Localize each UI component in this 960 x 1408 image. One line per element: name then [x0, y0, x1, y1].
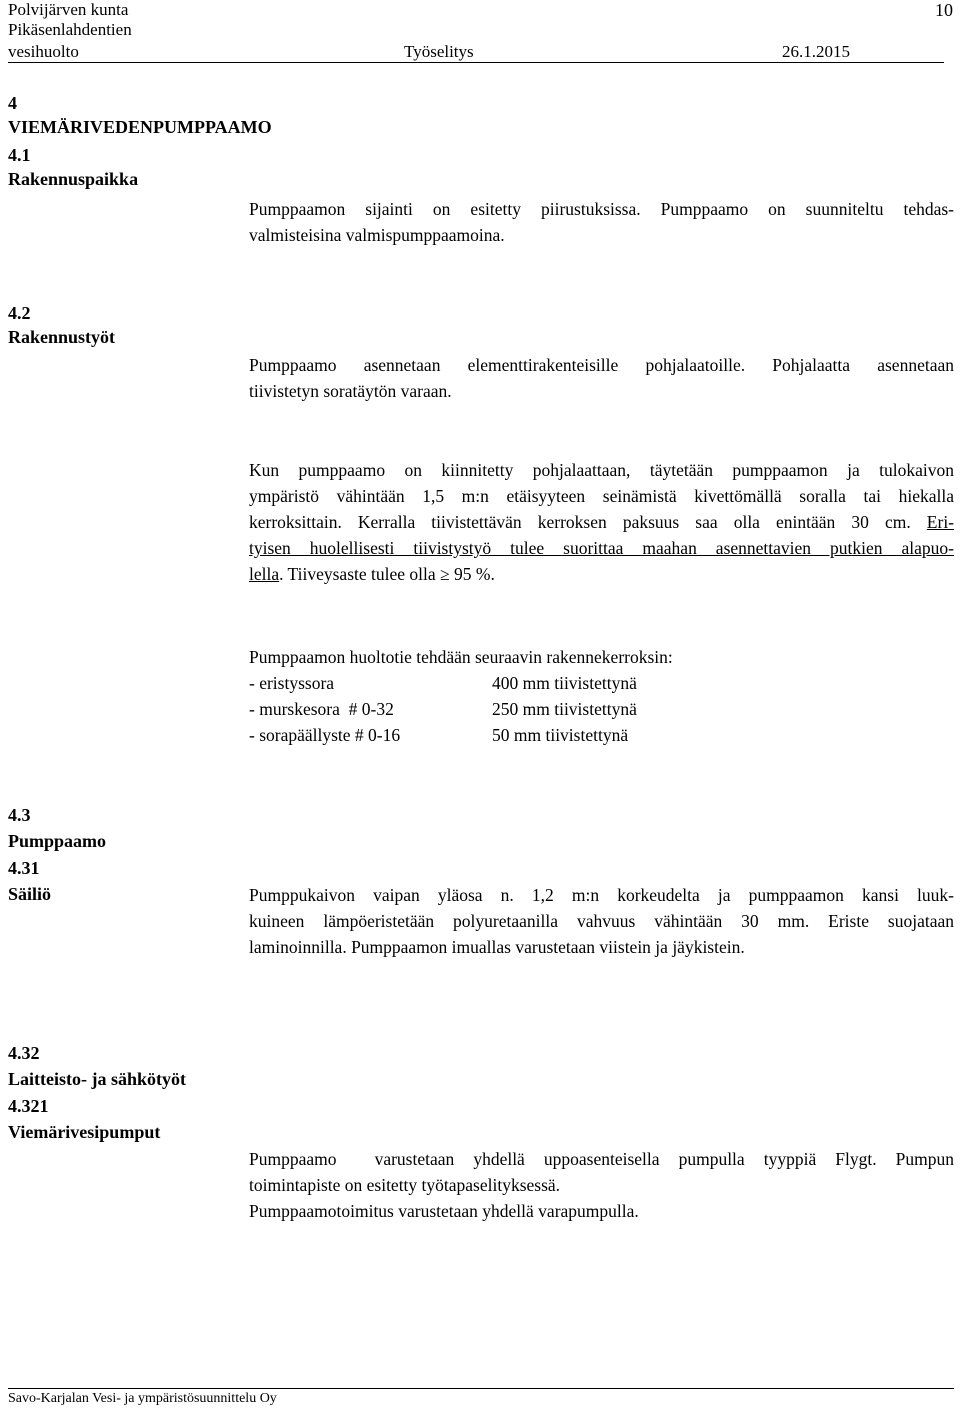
section-4-1-title: Rakennuspaikka	[8, 169, 139, 189]
section-4-2-number: 4.2	[8, 303, 31, 323]
text-line: valmisteisina valmispumppaamoina.	[249, 225, 505, 245]
section-4-1-number: 4.1	[8, 145, 31, 165]
section-4-321-number: 4.321	[8, 1096, 49, 1116]
layer-material: - murskesora # 0-32	[249, 699, 394, 719]
text-line: Pumppaamon huoltotie tehdään seuraavin rakennekerroksin:	[249, 647, 673, 667]
layer-spec: 400 mm tiivistettynä	[492, 673, 637, 693]
layer-material: - sorapäällyste # 0-16	[249, 725, 401, 745]
layer-row	[249, 670, 637, 696]
text-line: Kun pumppaamo on kiinnitetty pohjalaattaan, täytetään pumppaamon ja tulokaivon	[249, 460, 954, 480]
text-run: kerroksittain. Kerralla tiivistettävän kerroksen paksuus saa olla enintään 30 cm.	[249, 512, 911, 532]
underlined-text: Eri-	[926, 512, 955, 532]
section-4-1-text	[249, 196, 954, 248]
footer-company: Savo-Karjalan Vesi- ja ympäristösuunnittelu Oy	[8, 1388, 954, 1408]
header-municipality: Polvijärven kunta	[8, 0, 129, 19]
header-project-line1: Pikäsenlahdentien	[8, 20, 132, 39]
layer-row	[249, 696, 637, 722]
layer-list	[249, 670, 637, 748]
section-4-title: VIEMÄRIVEDENPUMPPAAMO	[8, 117, 272, 137]
text-line	[249, 509, 954, 535]
layer-spec: 250 mm tiivistettynä	[492, 699, 637, 719]
section-4-32-number: 4.32	[8, 1043, 40, 1063]
underlined-text: lella	[249, 564, 280, 584]
header-doc-type: Työselitys	[404, 42, 474, 61]
text-line: laminoinnilla. Pumppaamon imuallas varustetaan viistein ja jäykistein.	[249, 937, 745, 957]
text-run: . Tiiveysaste tulee olla ≥ 95 %.	[279, 564, 495, 584]
header-project-line2: vesihuolto	[8, 42, 79, 61]
section-4-31-text	[249, 882, 954, 960]
layer-spec: 50 mm tiivistettynä	[492, 725, 629, 745]
section-4-321-text	[249, 1146, 954, 1224]
text-line: Pumppaamotoimitus varustetaan yhdellä varapumpulla.	[249, 1201, 639, 1221]
text-line: tiivistetyn soratäytön varaan.	[249, 381, 452, 401]
text-line: Pumppaamo asennetaan elementtirakenteisille pohjalaatoille. Pohjalaatta asennetaan	[249, 355, 954, 375]
section-4-31-title: Säiliö	[8, 884, 52, 904]
section-4-3-number: 4.3	[8, 805, 31, 825]
page-number: 10	[935, 0, 953, 20]
section-4-3-title: Pumppaamo	[8, 831, 107, 851]
section-4-2-paragraph-2	[249, 457, 954, 587]
section-4-321-title: Viemärivesipumput	[8, 1122, 161, 1142]
header-date: 26.1.2015	[782, 42, 850, 61]
text-line: Pumppaamo varustetaan yhdellä uppoasenteisella pumpulla tyyppiä Flygt. Pumpun	[249, 1149, 954, 1169]
section-4-2-paragraph-1	[249, 352, 954, 404]
section-4-2-layers-intro	[249, 644, 954, 670]
header-line	[8, 42, 944, 63]
text-line: ympäristö vähintään 1,5 m:n etäisyyteen seinämistä kivettömällä soralla tai hiekalla	[249, 486, 954, 506]
section-4-32-title: Laitteisto- ja sähkötyöt	[8, 1069, 186, 1089]
section-4-31-number: 4.31	[8, 858, 40, 878]
layer-row	[249, 722, 629, 748]
text-line: Pumppaamon sijainti on esitetty piirustuksissa. Pumppaamo on suunniteltu tehdas-	[249, 199, 954, 219]
text-line: Pumppukaivon vaipan yläosa n. 1,2 m:n korkeudelta ja pumppaamon kansi luuk-	[249, 885, 954, 905]
text-line: kuineen lämpöeristetään polyuretaanilla vahvuus vähintään 30 mm. Eriste suojataan	[249, 911, 954, 931]
text-line: toimintapiste on esitetty työtapaselityksessä.	[249, 1175, 561, 1195]
section-4-number: 4	[8, 93, 17, 113]
underlined-text: tyisen huolellisesti tiivistystyö tulee suorittaa maahan asennettavien putkien alapuo-	[249, 538, 954, 558]
text-line	[249, 561, 954, 587]
layer-material: - eristyssora	[249, 673, 335, 693]
section-4-2-title: Rakennustyöt	[8, 327, 116, 347]
